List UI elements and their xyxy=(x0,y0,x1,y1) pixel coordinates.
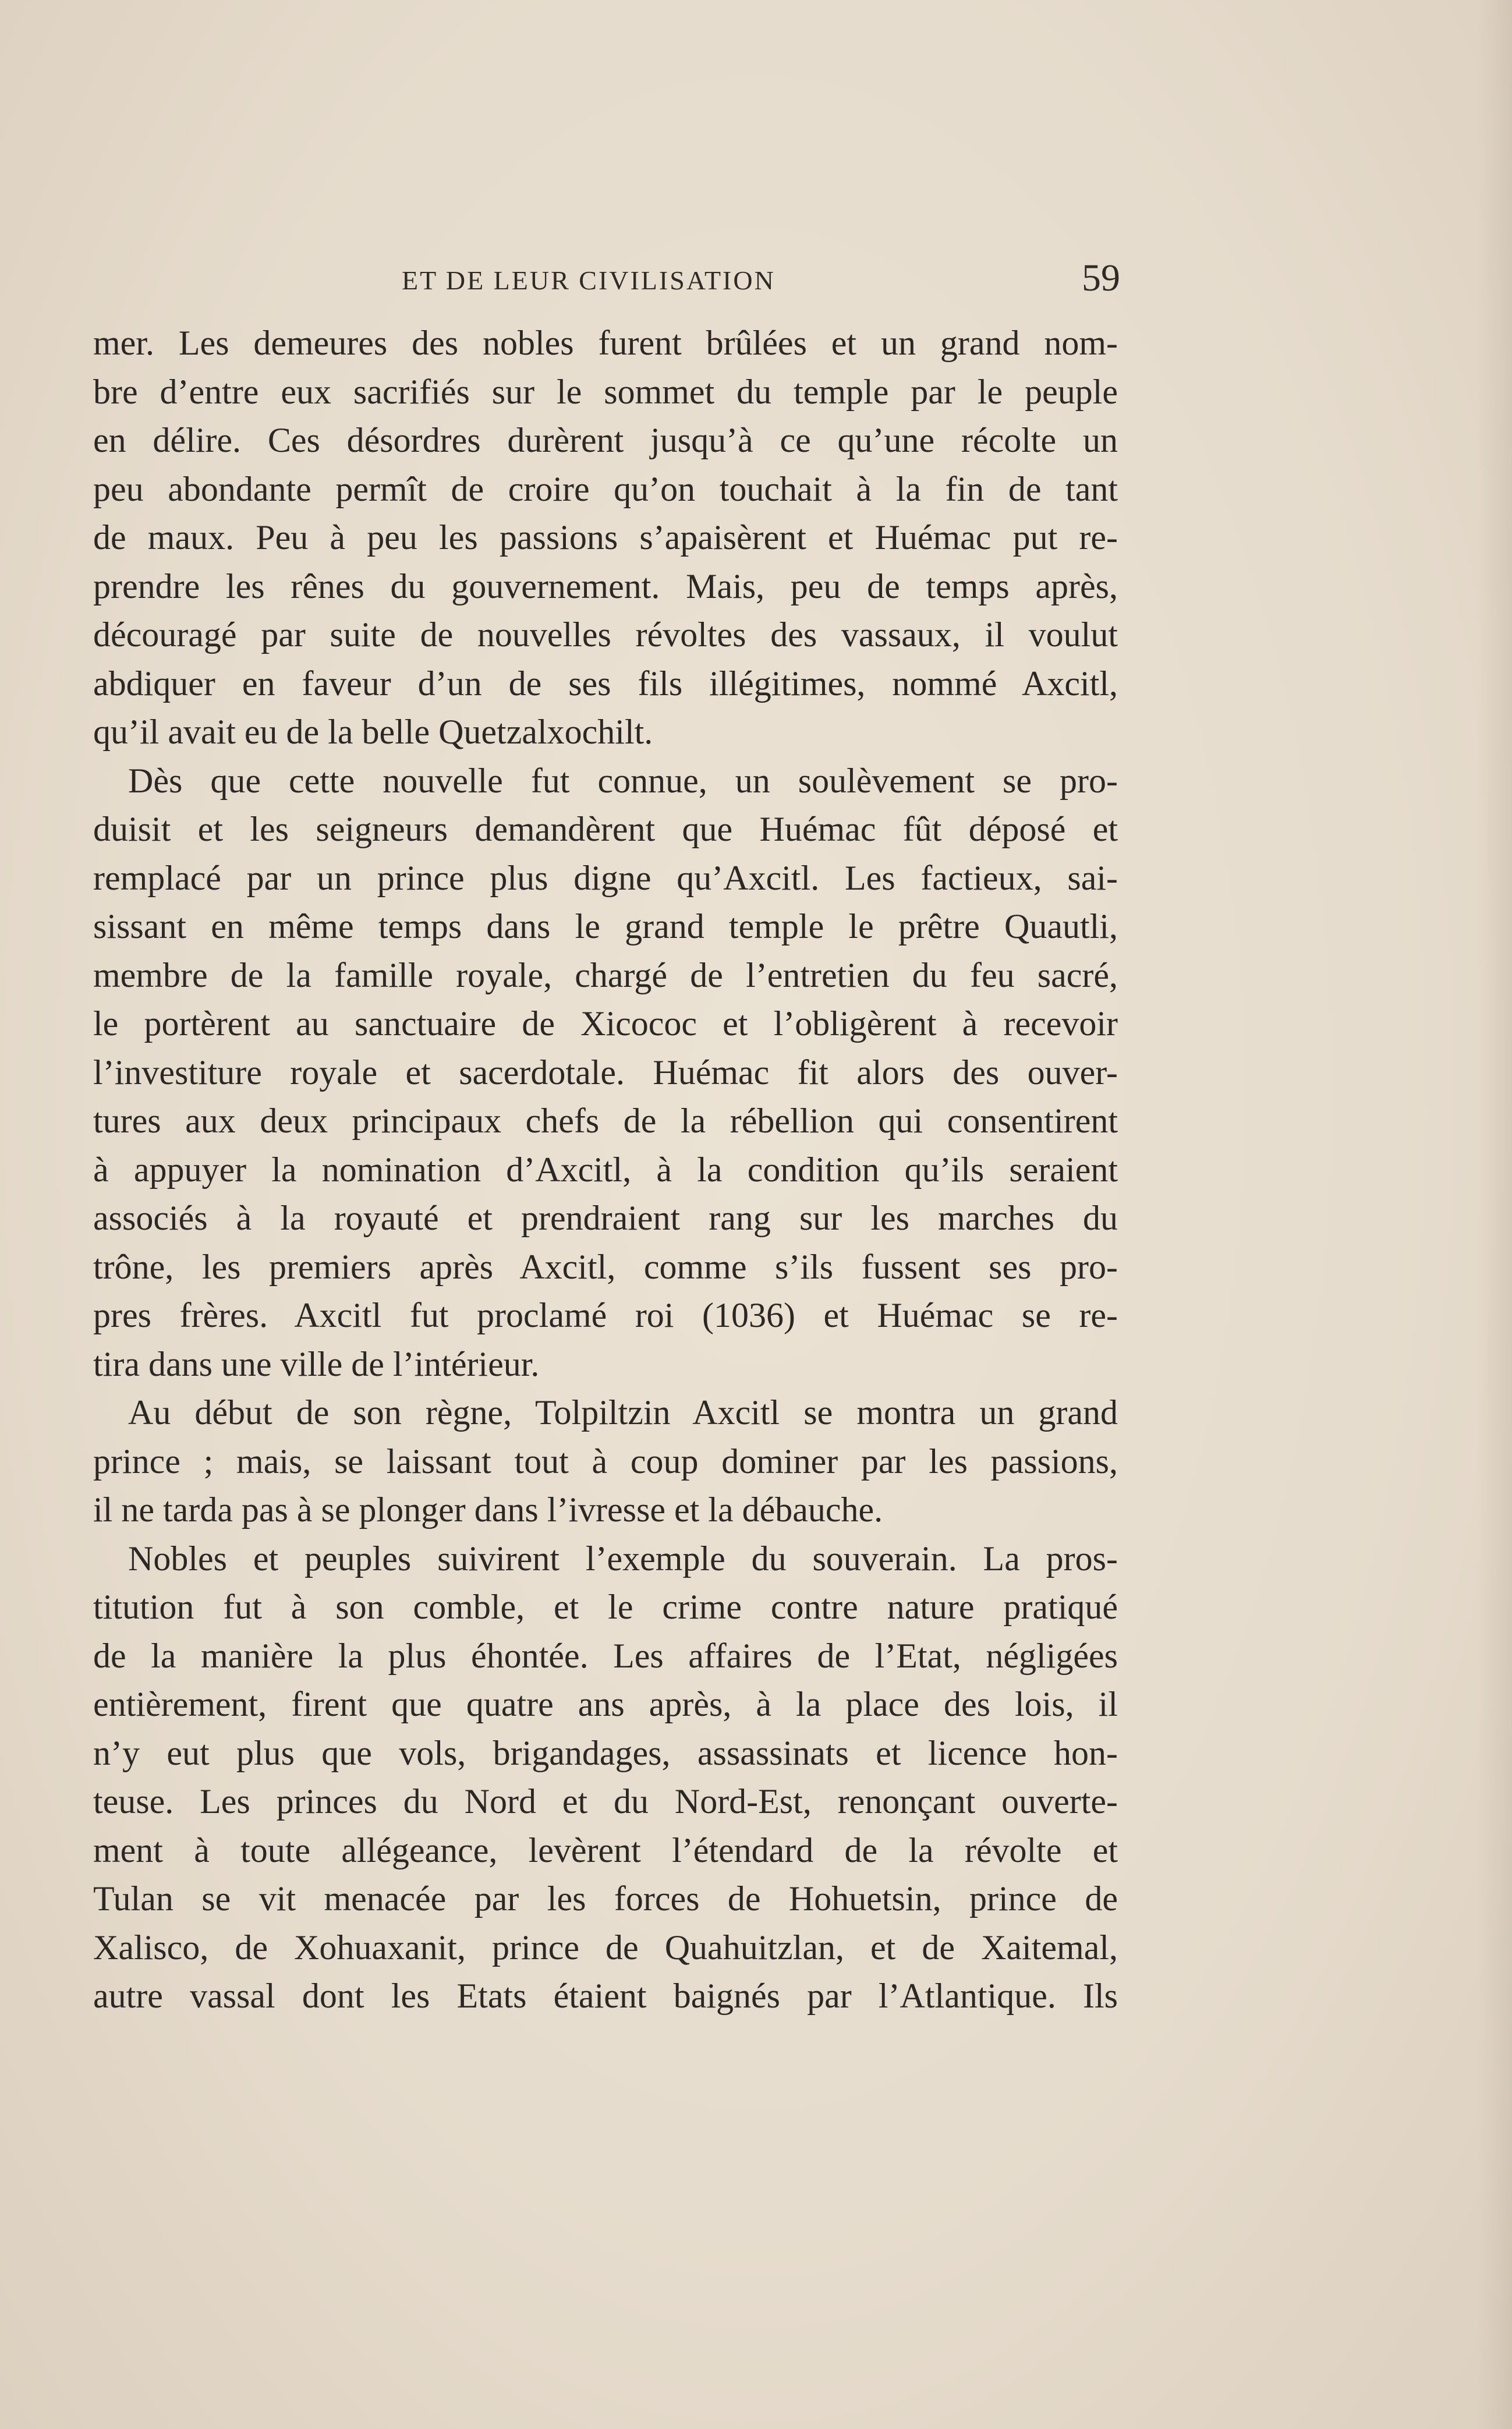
text-line: de la manière la plus éhontée. Les affaires de l’Etat, négligées xyxy=(93,1636,1118,1675)
text-line: tira dans une ville de l’intérieur. xyxy=(93,1344,540,1383)
text-line: à appuyer la nomination d’Axcitl, à la condition qu’ils seraient xyxy=(93,1150,1118,1189)
text-line: Xalisco, de Xohuaxanit, prince de Quahuitzlan, et de Xaitemal, xyxy=(93,1928,1118,1967)
text-line: Tulan se vit menacée par les forces de Hohuetsin, prince de xyxy=(93,1879,1118,1918)
text-line: découragé par suite de nouvelles révoltes des vassaux, il voulut xyxy=(93,615,1118,654)
text-line: prendre les rênes du gouvernement. Mais, peu de temps après, xyxy=(93,566,1118,606)
text-line: teuse. Les princes du Nord et du Nord-Est, renonçant ouverte- xyxy=(93,1782,1118,1821)
text-line: trône, les premiers après Axcitl, comme s’ils fussent ses pro- xyxy=(93,1247,1118,1286)
page-number: 59 xyxy=(1082,257,1120,299)
text-line: n’y eut plus que vols, brigandages, assassinats et licence hon- xyxy=(93,1733,1118,1772)
text-line: de maux. Peu à peu les passions s’apaisèrent et Huémac put re- xyxy=(93,518,1118,557)
text-line: peu abondante permît de croire qu’on touchait à la fin de tant xyxy=(93,469,1118,508)
text-line: titution fut à son comble, et le crime contre nature pratiqué xyxy=(93,1588,1118,1626)
text-line: bre d’entre eux sacrifiés sur le sommet du temple par le peuple xyxy=(93,372,1118,411)
text-line: membre de la famille royale, chargé de l’entretien du feu sacré, xyxy=(93,955,1118,994)
text-line: tures aux deux principaux chefs de la rébellion qui consentirent xyxy=(93,1102,1118,1140)
text-line: qu’il avait eu de la belle Quetzalxochilt. xyxy=(93,713,653,751)
text-line: associés à la royauté et prendraient rang sur les marches du xyxy=(93,1199,1118,1237)
text-line: l’investiture royale et sacerdotale. Huémac fit alors des ouver- xyxy=(93,1053,1118,1092)
text-line: pres frères. Axcitl fut proclamé roi (1036) et Huémac se re- xyxy=(93,1296,1118,1334)
text-line: entièrement, firent que quatre ans après, à la place des lois, il xyxy=(93,1685,1118,1723)
text-line: Au début de son règne, Tolpiltzin Axcitl se montra un grand xyxy=(128,1393,1118,1432)
text-line: le portèrent au sanctuaire de Xicococ et l’obligèrent à recevoir xyxy=(93,1004,1118,1043)
page-edge-shadow xyxy=(1477,0,1512,2429)
text-line: duisit et les seigneurs demandèrent que Huémac fût déposé et xyxy=(93,810,1118,848)
text-line: autre vassal dont les Etats étaient baignés par l’Atlantique. Ils xyxy=(93,1977,1118,2015)
running-head: ET DE LEUR CIVILISATION xyxy=(402,265,776,295)
text-line: mer. Les demeures des nobles furent brûlées et un grand nom- xyxy=(93,324,1118,362)
body-text xyxy=(93,319,1118,2021)
text-line: remplacé par un prince plus digne qu’Axcitl. Les factieux, sai- xyxy=(93,858,1118,897)
text-line: en délire. Ces désordres durèrent jusqu’à ce qu’une récolte un xyxy=(93,421,1118,459)
text-line: ment à toute allégeance, levèrent l’étendard de la révolte et xyxy=(93,1830,1118,1869)
text-line: sissant en même temps dans le grand temple le prêtre Quautli, xyxy=(93,907,1118,946)
text-line: Dès que cette nouvelle fut connue, un soulèvement se pro- xyxy=(128,761,1118,800)
text-line: prince ; mais, se laissant tout à coup dominer par les passions, xyxy=(93,1442,1118,1481)
text-line: abdiquer en faveur d’un de ses fils illégitimes, nommé Axcitl, xyxy=(93,664,1118,703)
text-line: Nobles et peuples suivirent l’exemple du souverain. La pros- xyxy=(128,1539,1118,1578)
text-line: il ne tarda pas à se plonger dans l’ivresse et la débauche. xyxy=(93,1490,883,1529)
